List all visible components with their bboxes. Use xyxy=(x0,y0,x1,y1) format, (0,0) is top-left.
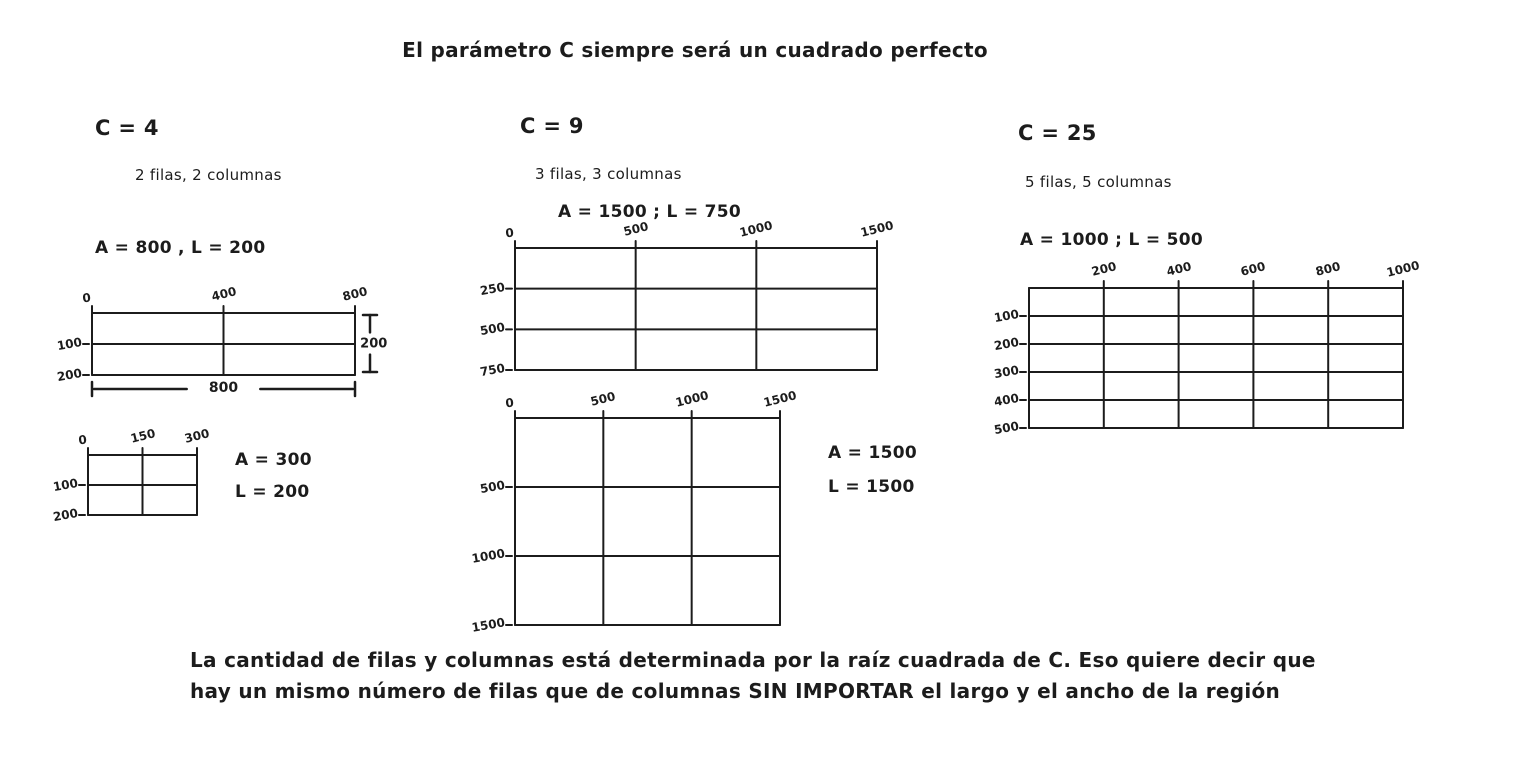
section-c4-label: C = 4 xyxy=(95,116,159,140)
tick-label: 1500 xyxy=(470,615,506,635)
tick-label: 200 xyxy=(51,505,80,525)
tick-label: 800 xyxy=(341,284,369,304)
tick-label: 400 xyxy=(1164,259,1193,279)
footer-note-line2: hay un mismo número de filas que de columnas SIN IMPORTAR el largo y el ancho de la región xyxy=(190,679,1281,703)
tick-label: 500 xyxy=(621,219,650,239)
tick-label: 1500 xyxy=(762,388,798,410)
tick-label: 0 xyxy=(504,225,515,241)
tick-label: 200 xyxy=(55,365,84,385)
tick-label: 150 xyxy=(128,426,157,446)
tick-label: 0 xyxy=(504,395,515,411)
section-c25-dimensions: A = 1000 ; L = 500 xyxy=(1020,230,1203,250)
tick-label: 500 xyxy=(992,418,1021,438)
grid-c9-square-area-label: A = 1500 xyxy=(828,443,917,463)
section-c9-label: C = 9 xyxy=(520,114,584,138)
section-c4-dimensions: A = 800 , L = 200 xyxy=(95,238,266,258)
width-dimension-label: 800 xyxy=(208,380,239,397)
grid-c4-300x200 xyxy=(51,426,211,525)
grid-c9-1500x750 xyxy=(478,218,895,380)
tick-label: 600 xyxy=(1239,259,1268,279)
tick-label: 100 xyxy=(55,334,84,354)
tick-label: 200 xyxy=(992,334,1021,354)
grid-c9-square-length-label: L = 1500 xyxy=(828,477,915,497)
section-c9-dimensions: A = 1500 ; L = 750 xyxy=(558,202,741,222)
tick-label: 200 xyxy=(1089,259,1118,279)
tick-label: 1000 xyxy=(1385,258,1421,280)
footer-note-line1: La cantidad de filas y columnas está determinada por la raíz cuadrada de C. Eso quiere decir que xyxy=(190,648,1316,672)
grid-c4-small-area-label: A = 300 xyxy=(235,450,312,470)
tick-label: 0 xyxy=(77,432,88,448)
tick-label: 750 xyxy=(478,360,507,380)
section-c25-rows-cols: 5 filas, 5 columnas xyxy=(1025,173,1172,191)
tick-label: 1000 xyxy=(673,388,710,410)
tick-label: 500 xyxy=(589,389,618,409)
tick-label: 1000 xyxy=(738,218,775,240)
grid-c25-1000x500 xyxy=(992,258,1421,438)
tick-label: 400 xyxy=(209,284,238,304)
section-c9-rows-cols: 3 filas, 3 columnas xyxy=(535,165,682,183)
tick-label: 300 xyxy=(183,426,211,446)
height-dimension-label: 200 xyxy=(360,336,388,352)
tick-label: 0 xyxy=(81,290,92,306)
tick-label: 500 xyxy=(478,477,507,497)
section-c25-label: C = 25 xyxy=(1018,121,1097,145)
tick-label: 1000 xyxy=(470,546,506,566)
tick-label: 400 xyxy=(992,390,1021,410)
tick-label: 500 xyxy=(478,320,507,339)
tick-label: 1500 xyxy=(859,218,895,240)
tick-label: 800 xyxy=(1314,259,1343,279)
grid-c4-800x200 xyxy=(55,284,388,397)
tick-label: 300 xyxy=(992,362,1021,382)
page-title: El parámetro C siempre será un cuadrado perfecto xyxy=(402,38,988,62)
section-c4-rows-cols: 2 filas, 2 columnas xyxy=(135,166,282,184)
tick-label: 250 xyxy=(478,279,507,298)
tick-label: 100 xyxy=(992,306,1021,326)
grid-c4-small-length-label: L = 200 xyxy=(235,482,310,502)
tick-label: 100 xyxy=(51,475,80,495)
footer-note xyxy=(190,645,1316,707)
grid-c9-1500x1500 xyxy=(470,388,798,635)
